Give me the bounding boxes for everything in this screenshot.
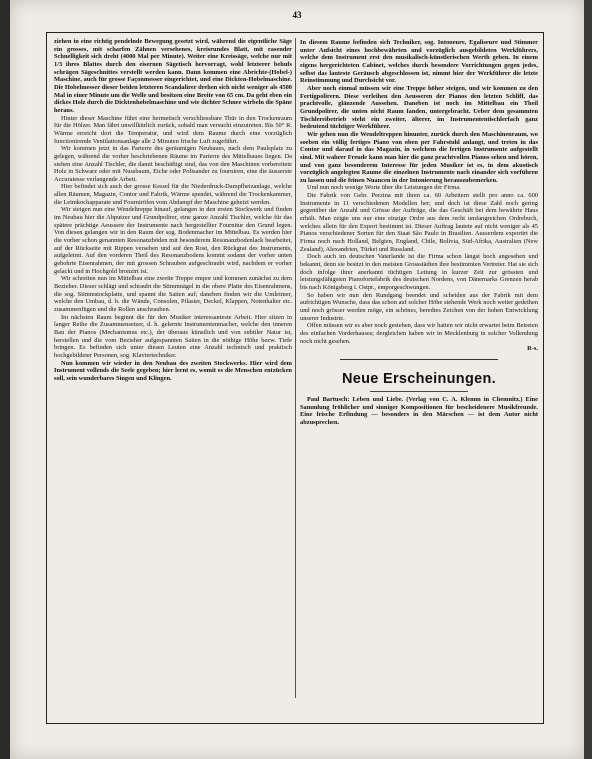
article-paragraph: Nun kommen wir wieder in den Neubau des zweiten Stockwerks. Hier wird dem Instrument vollends die Seele gegeben; hier lernt es, womit es die Menschen entzücken soll, sein wunderbares Singen und Klingen. — [54, 359, 292, 382]
release-description: Leben und Liebe. (Verlag von C. A. Klemm in Chemnitz.) Eine Sammlung fröhlicher und sinniger Kompositionen für bescheidenere Musikfreunde. Eine frische Erfindung — besonders in den Märschen — ist dem Autor nicht abzusprechen. — [300, 395, 538, 426]
article-paragraph: Doch auch im deutschen Vaterlande ist die Firma schon längst hoch angesehen und bekannt, denn sie besitzt in den meisten Grossstädten ihre bestimmten Vertreter. Hat sie sich doch infolge ihrer anerkannt tüchtigen Leitung in kurzer Zeit zur grössten und leistungsfähigsten Pianofortefabrik des deutschen Nordens, von Dänemarks Grenzen herab bis nach Königsberg i. Ostpr., emporgeschwungen. — [300, 253, 538, 291]
article-paragraph: Wir kommen jetzt in das Parterre des geräumigen Neubaues, nach dem Paulsplatz zu gelegen, während die vorher beschriebenen Räume im Parterre des Mittelbaues liegen. Da stehen eine Anzahl Tischler, die damit beschäftigt sind, das von den Maschinen vorbereitete Holz in Schwarz oder mit Nussbaum, Eiche oder Polisander zu fourniren, eine die äusserste Accuratesse verlangende Arbeit. — [54, 145, 292, 183]
section-separator — [340, 359, 498, 360]
new-release-entry — [300, 396, 538, 427]
page-number: 43 — [292, 10, 302, 20]
article-paragraph: Wir gehen nun die Wendeltreppen hinunter, zurück durch den Maschinenraum, wo soeben ein völlig fertiges Piano von oben per Fahrstuhl anlangt, und treten in das Contor und darauf in das Magazin, in welchem die fertigen Instrumente aufgestellt sind. Mit wahrer Freude kann man hier die ganz prachtvollen Pianos sehen und hören, und von ganz besonderem Interesse für jeden Musiker ist es, in dem akustisch vorzüglich angelegten Raume die einzelnen Instrumente nach einander sich vorführen zu lassen und die feinen Nuancen in der Intonierung herauszubemerken. — [300, 130, 538, 184]
release-author: Paul Bartusch: — [307, 395, 350, 403]
right-column — [300, 39, 538, 427]
left-page-edge — [0, 0, 10, 759]
article-paragraph: Und nun noch wenige Worte über die Leistungen der Firma. — [307, 184, 461, 192]
article-paragraph: R-s. — [527, 345, 538, 353]
article-paragraph: ziehen in eine richtig pendelnde Bewegung gesetzt wird, während die eigentliche Säge ein grosses, mit scharfen Zähnen versehenes, kreisrundes Blatt, mit rasender Schnelligkeit sich dreht (4000 Mal per Minute). Weiter eine Kreissäge, welche nur mit 1/3 ihres Blattes durch den eisernen Sägetisch hervorragt, wohl letzterer behufs schrägen Sägeschnittes verstellt werden kann. Dann kommen eine Abrichte-(Hobel-) Maschine, auch für grosse Façonmesser eingerichtet, und eine Dickten-Hobelmaschine. Die Hobelmesser dieser beiden letzteren Scandalirer drehen sich nicht weniger als 4500 Mal in einer Minute um die Welle und besitzen eine Breite von 65 cm. Da geht eben ein dickes Holz durch die Dicktenhobelmaschine und wie dichter Schnee wirbeln die Späne heraus. — [54, 38, 292, 114]
article-paragraph: Hinter dieser Maschine führt eine hermetisch verschliessbare Thür in den Trockenraum für die Hölzer. Man fährt unwillkürlich zurück, sobald man versucht einzutreten. Bis 50° R. Wärme erreicht dort die Temperatur, und wird dem Raume durch eine vorzüglich functionirende Ventilationsanlage alle 2 Minuten frische Luft zugeführt. — [54, 114, 292, 145]
right-column-article — [300, 39, 538, 353]
article-paragraph: Hier befindet sich auch der grosse Kessel für die Niederdruck-Dampfheizanlage, welche allen Räumen, Magazin, Contor und Fabrik, Wärme spendet, während die Trockenkammer, die Leimkochapparate und Fourniröfen vom Abdampf der Maschine geheizt werden. — [54, 183, 292, 206]
section-heading: Neue Erscheinungen. — [342, 370, 496, 387]
article-paragraph: Offen müssen wir es aber noch gestehen, dass wir hatten wir nicht erwartet beim Betreten des einfachen Vorderhauses; dergleichen haben wir in Mecklenburg in solcher Vollendung noch nicht gesehen. — [300, 322, 538, 345]
column-divider — [295, 38, 296, 698]
article-paragraph: Im nächsten Raum beginnt die für den Musiker interessanteste Arbeit. Hier sitzen in langer Reihe die Zusammensetzer, d. h. gelernte Instrumentenmacher, welche den inneren Bau der Pianos (Mechanismus etc.), der überaus künstlich und von subtiler Natur ist, herstellen und die vom Bezieher aufgespannten Saiten in die nöthige Höhe bezw. Tiefe bringen. Es befinden sich unter diesen Leuten eine Anzahl technisch und praktisch hochgebildeter Personen, sog. Klaviertechniker. — [54, 313, 292, 359]
heading-rule — [370, 391, 468, 392]
left-column — [54, 38, 292, 383]
article-paragraph: In diesem Raume befinden sich Techniker, sog. Intoneure, Egaliseure und Stimmer unter Aufsicht eines hochbewährten und vorzüglich ausgebildeten Werkführers, welche dem Instrument erst den musikalisch-künstlerischen Werth geben. In einem eigens hergerichteten Cabinet, welches durch besondere Vorrichtungen gegen jedes, selbst das lauteste Geräusch abgeschlossen ist, nimmt hier der Werkführer die letzte Reinstimmung und Durchsicht vor. — [300, 39, 538, 85]
article-paragraph: Die Fabrik von Gebr. Perzina mit ihren ca. 60 Arbeitern stellt pro anno ca. 600 Instrumente in 11 verschiedenen Modellen her; und doch ist diese Zahl noch gering gegenüber der Anzahl und Grösse der Aufträge, die das Geschäft bei dem bewährte Haus erhält. Man zeigte uns nur eine einzige Ordre aus dem recht umfangreichen Ordrebuch, welches allein für den Export bestimmt ist. Dieser Auftrag lautete auf nicht weniger als 45 Pianos verschiedener Sorten für den Staat São Paulo in Brasilien. Ausserdem exportirt die Firma noch nach Holland, Belgien, England, Chile, Bolivia, Süd-Afrika, Australien (New Zealand), Alexandrien, Türkei und Russland. — [300, 192, 538, 253]
article-paragraph: So haben wir nun den Rundgang beendet und scheiden aus der Fabrik mit dem aufrichtigen Wunsche, dass das schon auf solcher Höhe stehende Werk noch weiter gedeihen und noch grösser werden möge, ein schönes, beredtes Zeichen von der hohen Entwicklung unserer Industrie. — [300, 291, 538, 322]
article-paragraph: Wir steigen nun eine Wendeltreppe hinauf, gelangen in den ersten Stockwerk und finden im Neubau hier die Abputzer und Grundpolirer, eine ganze Anzahl Tischler, welche für das spätere prächtige Aeussere der Instrumente nach hergestellter Fournitur den Grund legen. Von diesen gelangen wir in den Raum der sog. Bodenmacher im Mittelbau. Es werden hier die vorher schon genannten Resonanzböden mit besonderem Resonanzbodenlack bearbeitet, auf der Rückseite mit Rippen versehen und auf den Rost, den Rückgrat des Instruments, aufgeleimt. Auf den vorderen Theil des Resonanzbodens kommt sodann der vorher unten gebohrte Eisenrahmen, der mit grossen Schrauben aufgeschraubt wird, nachdem er vorher gelackt und in Hochgold bronzirt ist. — [54, 206, 292, 275]
article-paragraph: Aber noch einmal müssen wir eine Treppe höher steigen, und wir kommen zu den Fertigpolirern. Diese verleihen den Aeusseren der Pianos den letzten Schliff, das prachtvolle, glänzende Aussehen. Daneben ist noch im Mittelbau ein Theil Grundpolirer, die unten nicht Raum fanden, untergebracht. Ueber dem gesammten Tischlereibetrieb steht ein zweiter, älterer, im Instrumententischlerfach ganz bedeutend tüchtiger Werkführer. — [300, 84, 538, 131]
right-page-edge — [584, 0, 592, 759]
article-paragraph: Wir schreiten nun im Mittelbau eine zweite Treppe empor und kommen zunächst zu dem Bezieher. Dieser schlägt und schraubt die Stimmnägel in die obere Platte des Eisenrahmens, die sog. Stimmstockplatte, und spannt die Saiten auf; daneben finden wir die Umleimer, welche den Umbau, d. h. die Wände, Consolen, Pilaster, Deckel, Klappen, Notenhalter etc. zusammenfügen und die Rollen anschrauben. — [54, 275, 292, 313]
